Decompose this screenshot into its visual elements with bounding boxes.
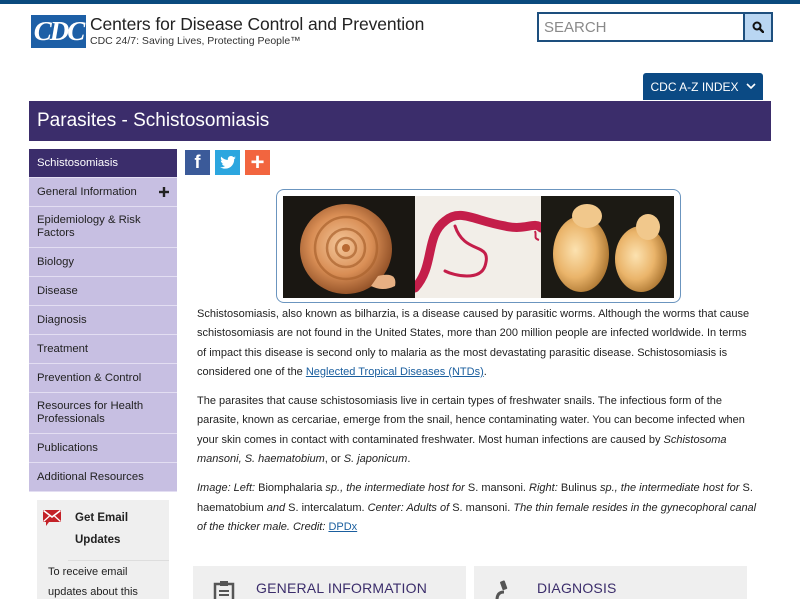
card-label: DIAGNOSIS bbox=[537, 580, 617, 596]
main-content bbox=[197, 305, 757, 547]
sidebar-item-diagnosis[interactable] bbox=[29, 306, 177, 335]
intro-paragraph: Schistosomiasis, also known as bilharzia, is a disease caused by parasitic worms. Although the worms that cause schistosomiasis are not found in the United States, more than 200 million people are infected worldwide. In terms of impact this disease is second only to malaria as the most devastating parasitic disease. Schistosomiasis is considered one of the Neglected Tropical Diseases (NTDs). bbox=[197, 308, 750, 378]
sidebar-item-resources-health-professionals[interactable] bbox=[29, 393, 177, 434]
sidebar-item-schistosomiasis[interactable] bbox=[29, 149, 177, 178]
facebook-icon: f bbox=[194, 152, 201, 172]
sidebar-item-disease[interactable] bbox=[29, 277, 177, 306]
sidebar-item-label: Disease bbox=[37, 284, 78, 297]
sidebar-item-label: Resources for Health Professionals bbox=[37, 400, 144, 425]
search-button[interactable] bbox=[743, 14, 771, 40]
page-title: Parasites - Schistosomiasis bbox=[29, 101, 771, 141]
sidebar-item-label: Epidemiology & Risk Factors bbox=[37, 214, 141, 239]
email-envelope-icon[interactable] bbox=[42, 508, 62, 528]
sidebar-item-label: Prevention & Control bbox=[37, 371, 142, 384]
bulinus-snail-image bbox=[541, 196, 674, 298]
sidebar-item-publications[interactable] bbox=[29, 434, 177, 463]
sidebar-item-label: General Information bbox=[37, 185, 137, 198]
clipboard-icon bbox=[213, 580, 235, 599]
divider bbox=[68, 560, 169, 561]
cdc-logo[interactable] bbox=[31, 14, 424, 48]
microscope-icon bbox=[494, 580, 512, 599]
search-input[interactable] bbox=[539, 14, 743, 40]
sidebar-item-label: Additional Resources bbox=[37, 470, 144, 483]
sidebar-item-label: Treatment bbox=[37, 342, 89, 355]
plus-icon: + bbox=[250, 149, 265, 176]
sidebar-item-general-information[interactable] bbox=[29, 178, 177, 207]
org-name: Centers for Disease Control and Prevention bbox=[90, 14, 425, 34]
sidebar-nav bbox=[29, 149, 177, 492]
diagnosis-card[interactable] bbox=[474, 566, 747, 599]
search-form bbox=[537, 12, 773, 42]
sidebar-item-label: Biology bbox=[37, 255, 75, 268]
email-updates-description: To receive email updates about this bbox=[48, 566, 138, 598]
sidebar-item-label: Publications bbox=[37, 441, 98, 454]
az-index-button[interactable] bbox=[643, 73, 763, 100]
cdc-logo-mark: CDC bbox=[31, 15, 86, 48]
biomphalaria-snail-image bbox=[283, 196, 415, 298]
sidebar-item-epidemiology[interactable] bbox=[29, 207, 177, 248]
general-information-card[interactable] bbox=[193, 566, 466, 599]
search-icon bbox=[752, 21, 764, 33]
sidebar-item-biology[interactable] bbox=[29, 248, 177, 277]
twitter-share-button[interactable] bbox=[215, 150, 240, 175]
schistosoma-mansoni-adults-image bbox=[415, 196, 541, 298]
sidebar-item-label: Diagnosis bbox=[37, 313, 87, 326]
twitter-icon bbox=[220, 156, 236, 169]
image-caption: Image: Left: Biomphalaria sp., the intermediate host for S. mansoni. Right: Bulinus sp., the intermediate host for S. haematobium and S. intercalatum. Center: Adults of S. mansoni. The thin female resides in the gynecophoral canal of the thicker male. Credit: DPDx bbox=[197, 482, 757, 533]
schistosomiasis-image bbox=[276, 189, 681, 303]
get-email-updates-link[interactable]: Get Email Updates bbox=[75, 512, 129, 546]
sidebar-item-label: Schistosomiasis bbox=[37, 156, 118, 169]
card-label: GENERAL INFORMATION bbox=[256, 580, 428, 596]
top-accent-bar bbox=[0, 0, 800, 4]
dpdx-credit-link[interactable]: DPDx bbox=[328, 520, 358, 533]
sidebar-item-additional-resources[interactable] bbox=[29, 463, 177, 492]
sidebar-item-prevention-control[interactable] bbox=[29, 364, 177, 393]
chevron-down-icon bbox=[746, 83, 756, 90]
addthis-share-button[interactable] bbox=[245, 150, 270, 175]
expand-plus-icon[interactable] bbox=[159, 186, 169, 199]
ntds-link[interactable]: Neglected Tropical Diseases (NTDs) bbox=[305, 365, 484, 378]
az-index-label: CDC A-Z INDEX bbox=[650, 79, 739, 94]
sidebar-item-treatment[interactable] bbox=[29, 335, 177, 364]
social-share-bar bbox=[185, 150, 270, 175]
transmission-paragraph: The parasites that cause schistosomiasis live in certain types of freshwater snails. The infectious form of the parasite, known as cercariae, emerge from the snail, hence contaminating water. You can become infected when your skin comes in contact with contaminated freshwater. Most human infections are caused by Schistosoma mansoni, S. haematobium, or S. japonicum. bbox=[197, 395, 745, 466]
facebook-share-button[interactable] bbox=[185, 150, 210, 175]
tagline: CDC 24/7: Saving Lives, Protecting People™ bbox=[90, 35, 301, 47]
email-updates-box bbox=[37, 500, 169, 599]
